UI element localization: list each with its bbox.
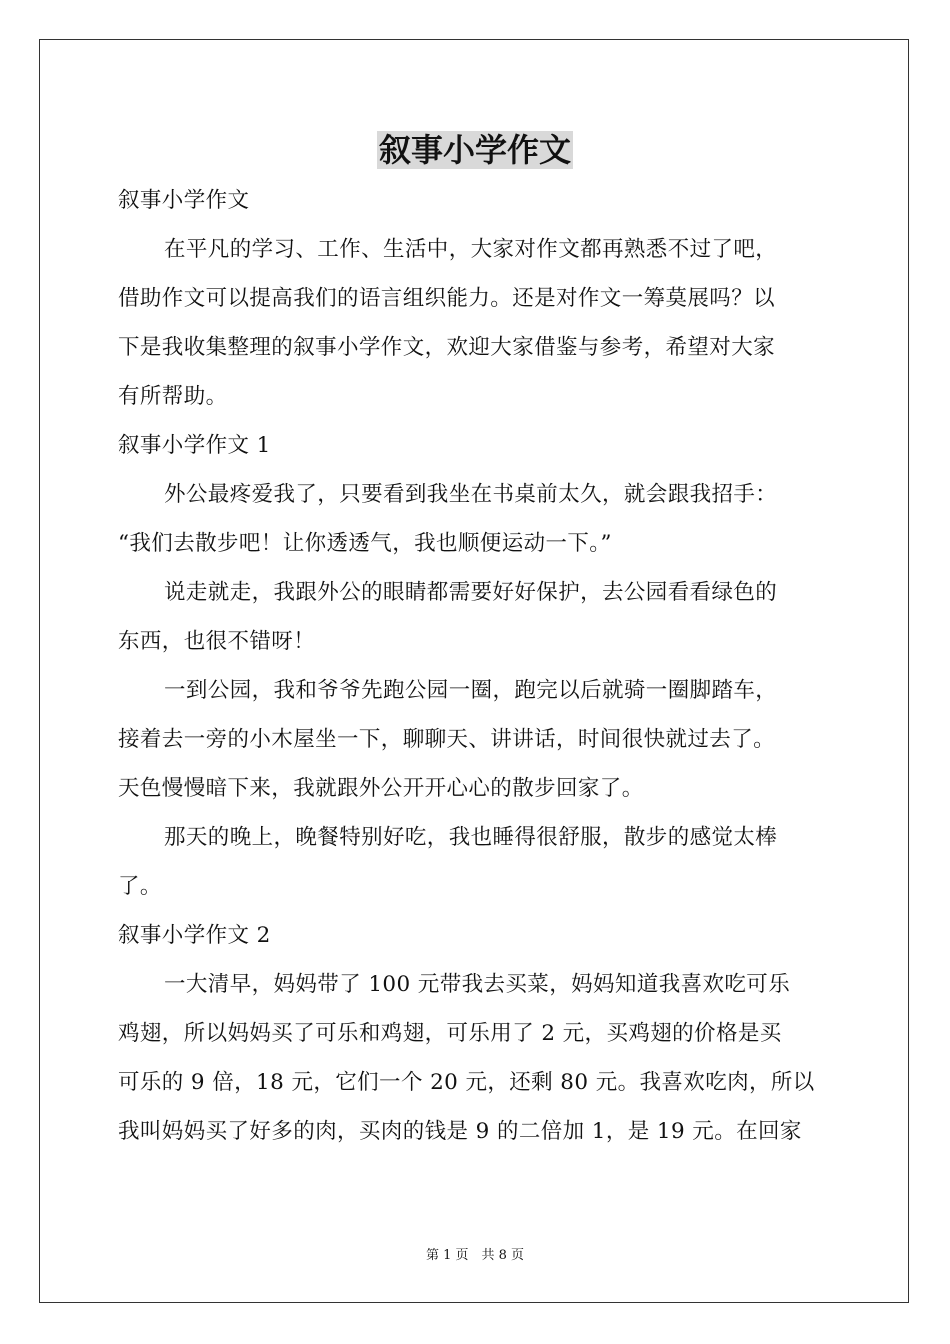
paragraph-line: 有所帮助。 [118, 384, 228, 409]
section-heading: 叙事小学作文 2 [118, 923, 271, 948]
paragraph-line: 说走就走，我跟外公的眼睛都需要好好保护，去公园看看绿色的 [164, 580, 778, 605]
section-heading: 叙事小学作文 1 [118, 433, 271, 458]
paragraph-line: 我叫妈妈买了好多的肉，买肉的钱是 9 的二倍加 1，是 19 元。在回家 [118, 1119, 802, 1144]
paragraph-line: 那天的晚上，晚餐特别好吃，我也睡得很舒服，散步的感觉太棒 [164, 825, 778, 850]
paragraph-line: 接着去一旁的小木屋坐一下，聊聊天、讲讲话，时间很快就过去了。 [118, 727, 776, 752]
paragraph-line: 在平凡的学习、工作、生活中，大家对作文都再熟悉不过了吧， [164, 237, 778, 262]
paragraph-line: 东西，也很不错呀！ [118, 629, 316, 654]
paragraph-line: 借助作文可以提高我们的语言组织能力。还是对作文一筹莫展吗？以 [118, 286, 776, 311]
paragraph-line: 一大清早，妈妈带了 100 元带我去买菜，妈妈知道我喜欢吃可乐 [164, 972, 791, 997]
paragraph-line: 了。 [118, 874, 162, 899]
paragraph-line: 下是我收集整理的叙事小学作文，欢迎大家借鉴与参考，希望对大家 [118, 335, 776, 360]
paragraph-line: 鸡翅，所以妈妈买了可乐和鸡翅，可乐用了 2 元，买鸡翅的价格是买 [118, 1021, 782, 1046]
document-title [0, 128, 950, 172]
paragraph-line: 可乐的 9 倍，18 元，它们一个 20 元，还剩 80 元。我喜欢吃肉，所以 [118, 1070, 815, 1095]
document-title-text: 叙事小学作文 [378, 131, 571, 169]
paragraph-line: 外公最疼爱我了，只要看到我坐在书桌前太久，就会跟我招手： [164, 482, 778, 507]
section-heading: 叙事小学作文 [118, 188, 250, 213]
paragraph-line: 天色慢慢暗下来，我就跟外公开开心心的散步回家了。 [118, 776, 644, 801]
document-body [118, 176, 836, 1156]
paragraph-line: “我们去散步吧！让你透透气，我也顺便运动一下。” [118, 531, 612, 556]
paragraph-line: 一到公园，我和爷爷先跑公园一圈，跑完以后就骑一圈脚踏车， [164, 678, 778, 703]
page-footer: 第 1 页 共 8 页 [425, 1248, 525, 1263]
